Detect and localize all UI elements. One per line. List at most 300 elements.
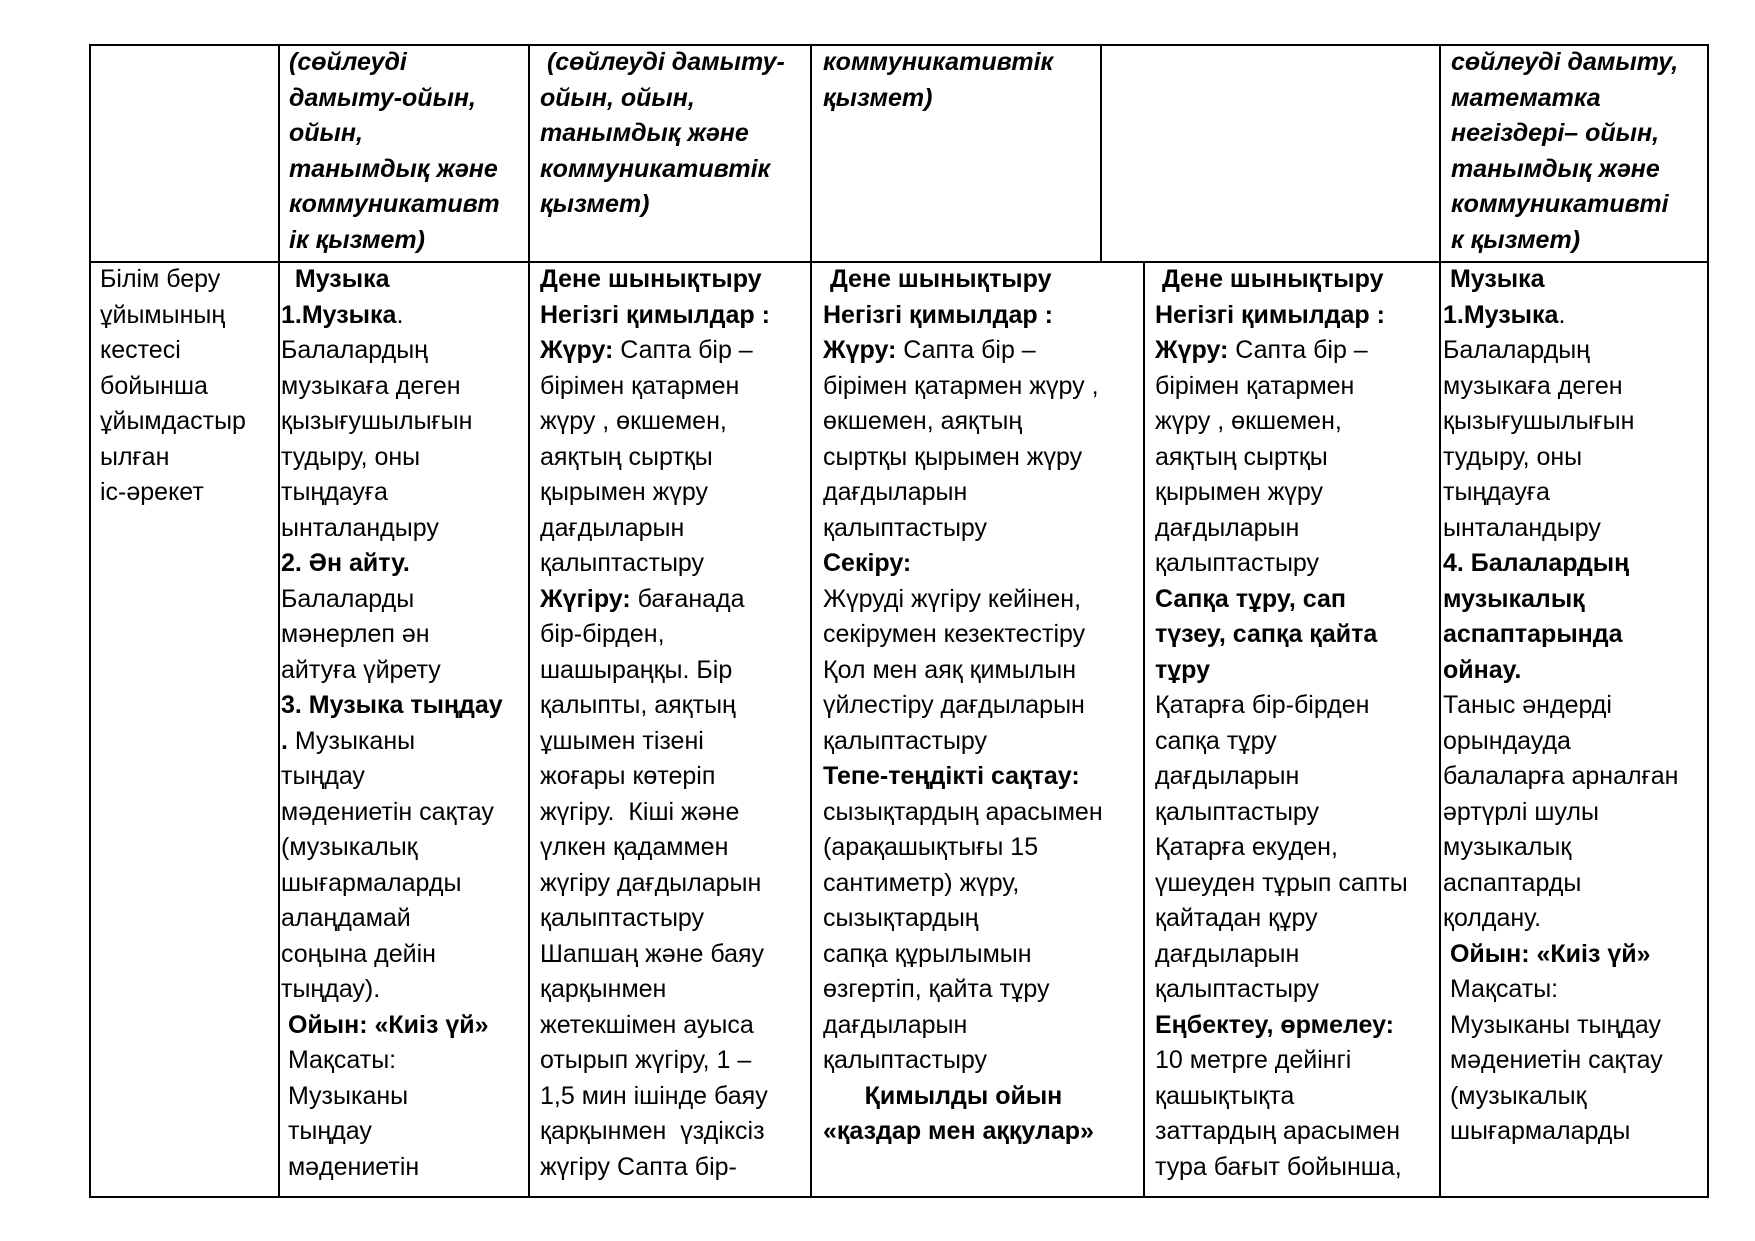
- cell-text-line: [540, 369, 808, 405]
- cell-text-line: [540, 1150, 808, 1186]
- cell-text: ұйымының: [100, 300, 226, 329]
- cell-text-line: [100, 475, 276, 511]
- cell-text: тыңдауға: [281, 478, 388, 506]
- cell-text: Дене шынықтыру: [540, 265, 762, 293]
- cell-text: тура бағыт бойынша,: [1155, 1152, 1402, 1181]
- cell-text: (сөйлеуді: [289, 48, 407, 76]
- cell-text-line: [540, 475, 808, 511]
- cell-text: тұру: [1155, 655, 1210, 684]
- cell-text-line: [281, 582, 526, 618]
- cell-text: секірумен кезектестіру: [823, 620, 1086, 648]
- cell-text-line: [289, 187, 526, 223]
- cell-text: қырымен жүру: [1155, 478, 1323, 506]
- cell-text: қалыптастыру: [540, 549, 705, 577]
- cell-text: аяқтың сыртқы: [1155, 442, 1328, 471]
- cell-text-line: [540, 759, 808, 795]
- cell-text: қалыпты, аяқтың: [540, 691, 736, 719]
- cell-text-line: [1155, 866, 1437, 902]
- cell-text-line: [823, 511, 1141, 547]
- cell-text-line: [100, 262, 276, 298]
- cell-text: бойынша: [100, 371, 208, 400]
- cell-text: отырып жүгіру, 1 –: [540, 1046, 752, 1074]
- cell-text: Балалардың: [281, 336, 428, 364]
- cell-text: ынталандыру: [281, 513, 439, 542]
- cell-text: Ойын: «Киіз үй»: [1443, 939, 1651, 968]
- cell-text: Шапшаң және баяу: [540, 939, 765, 968]
- cell-text: (музыкалық: [281, 833, 418, 861]
- cell-text-line: [540, 546, 808, 582]
- cell-text: 3. Музыка тыңдау: [281, 691, 503, 719]
- cell-text-line: [823, 1079, 1141, 1115]
- cell-text: Дене шынықтыру: [1155, 265, 1384, 293]
- cell-text: бағанада: [630, 584, 745, 613]
- table-border-left: [89, 44, 91, 1198]
- cell-text-line: [281, 333, 526, 369]
- cell-text-line: [281, 795, 526, 831]
- cell-text: Жүруді жүгіру кейінен,: [823, 584, 1082, 613]
- cell-text: тудыру, оны: [281, 442, 421, 471]
- cell-text-line: [281, 724, 526, 760]
- cell-text-line: [540, 866, 808, 902]
- cell-text-line: [1443, 1043, 1705, 1079]
- cell-text: тыңдау: [281, 762, 365, 790]
- cell-text: Мақсаты:: [281, 1046, 397, 1074]
- cell-text: мәдениетін: [281, 1152, 420, 1181]
- cell-text-line: [540, 262, 808, 298]
- cell-text: сантиметр) жүру,: [823, 868, 1020, 897]
- cell-text: Негізгі қимылдар :: [823, 300, 1053, 329]
- cell-text: қызығушылығын: [281, 407, 473, 435]
- cell-row2-col4: [823, 262, 1141, 1194]
- cell-text-line: [289, 45, 526, 81]
- cell-text-line: [1155, 546, 1437, 582]
- cell-text: жүгіру Сапта бір-: [540, 1152, 737, 1181]
- cell-row2-col5: [1155, 262, 1437, 1194]
- cell-text-line: [289, 152, 526, 188]
- cell-text-line: [823, 546, 1141, 582]
- cell-text: Жүру:: [823, 336, 897, 364]
- cell-text-line: [1155, 830, 1437, 866]
- cell-text-line: [540, 653, 808, 689]
- cell-text-line: [100, 298, 276, 334]
- cell-text-line: [540, 901, 808, 937]
- cell-text: жүгіру дағдыларын: [540, 868, 762, 897]
- cell-text-line: [540, 582, 808, 618]
- cell-text-line: [1155, 404, 1437, 440]
- cell-text: сызықтардың: [823, 904, 979, 932]
- cell-text-line: [100, 440, 276, 476]
- cell-text-line: [281, 1150, 526, 1186]
- cell-text: Қол мен аяқ қимылын: [823, 655, 1077, 684]
- cell-text: Сапта бір –: [613, 336, 753, 364]
- cell-text-line: [1443, 440, 1705, 476]
- cell-text-line: [540, 617, 808, 653]
- cell-text-line: [1451, 152, 1705, 188]
- cell-text: аспаптарды: [1443, 868, 1582, 897]
- cell-text-line: [100, 369, 276, 405]
- cell-text: түзеу, сапқа қайта: [1155, 620, 1378, 648]
- cell-text-line: [1443, 830, 1705, 866]
- cell-text-line: [1443, 937, 1705, 973]
- cell-text-line: [540, 81, 808, 117]
- cell-text: музыкалық: [1443, 584, 1585, 613]
- cell-text-line: [823, 369, 1141, 405]
- cell-text: мәдениетін сақтау: [281, 797, 494, 826]
- cell-text: танымдық және: [540, 119, 749, 147]
- cell-text: 2. Ән айту.: [281, 549, 410, 577]
- cell-text: коммуникативтік: [823, 48, 1054, 76]
- cell-text-line: [281, 1079, 526, 1115]
- cell-text: дағдыларын: [1155, 939, 1300, 968]
- cell-text-line: [1155, 1114, 1437, 1150]
- cell-text: тыңдау: [281, 1117, 372, 1145]
- cell-text: қырымен жүру: [540, 478, 708, 506]
- cell-text: бір-бірден,: [540, 620, 665, 648]
- cell-text-line: [1155, 795, 1437, 831]
- cell-text-line: [1451, 223, 1705, 259]
- cell-text-line: [823, 298, 1141, 334]
- cell-text-line: [281, 653, 526, 689]
- cell-text-line: [823, 333, 1141, 369]
- cell-text: сыртқы қырымен жүру: [823, 442, 1083, 471]
- cell-text: танымдық және: [289, 154, 498, 183]
- cell-text-line: [1443, 298, 1705, 334]
- cell-text: Сапта бір –: [1228, 336, 1368, 364]
- cell-text: алаңдамай: [281, 904, 411, 932]
- cell-text: (сөйлеуді дамыту-: [540, 48, 785, 76]
- cell-text-line: [1155, 901, 1437, 937]
- cell-text-line: [1155, 333, 1437, 369]
- cell-text: «қаздар мен аққулар»: [823, 1117, 1094, 1145]
- cell-text: үлкен қадаммен: [540, 833, 729, 861]
- cell-text: өкшемен, аяқтың: [823, 407, 1023, 435]
- table-border-bottom: [89, 1196, 1709, 1198]
- cell-text-line: [281, 475, 526, 511]
- cell-text-line: [289, 81, 526, 117]
- cell-text-line: [1451, 187, 1705, 223]
- cell-text: танымдық және: [1451, 154, 1660, 183]
- cell-text: ұйымдастыр: [100, 407, 246, 435]
- cell-text: аспаптарында: [1443, 620, 1623, 648]
- cell-text-line: [1155, 440, 1437, 476]
- cell-text-line: [1155, 298, 1437, 334]
- cell-text: Дене шынықтыру: [823, 265, 1052, 293]
- cell-text-line: [281, 298, 526, 334]
- cell-text-line: [1155, 475, 1437, 511]
- column-divider-4-top: [1100, 44, 1102, 262]
- cell-text-line: [823, 972, 1141, 1008]
- cell-text: өзгертіп, қайта тұру: [823, 975, 1050, 1003]
- cell-text-line: [540, 972, 808, 1008]
- cell-text-line: [1155, 262, 1437, 298]
- cell-text-line: [1155, 1008, 1437, 1044]
- cell-text-line: [1443, 653, 1705, 689]
- cell-text: 10 метрге дейінгі: [1155, 1046, 1352, 1074]
- cell-text: тудыру, оны: [1443, 442, 1583, 471]
- cell-row1-col3: [540, 45, 808, 260]
- cell-text: Секіру:: [823, 549, 912, 577]
- cell-text-line: [1443, 795, 1705, 831]
- cell-text: Негізгі қимылдар :: [540, 300, 770, 329]
- cell-text: дағдыларын: [1155, 762, 1300, 790]
- cell-text-line: [823, 440, 1141, 476]
- cell-row2-col3: [540, 262, 808, 1194]
- cell-text: қарқынмен: [540, 975, 667, 1003]
- cell-text: 1.Музыка: [281, 300, 397, 329]
- cell-text-line: [823, 866, 1141, 902]
- cell-text-line: [289, 223, 526, 259]
- cell-text-line: [540, 724, 808, 760]
- cell-text: Жүгіру:: [540, 584, 631, 613]
- cell-text: ік қызмет): [289, 225, 425, 254]
- cell-text: Қатарға бір-бірден: [1155, 691, 1370, 719]
- cell-row2-col6: [1443, 262, 1705, 1194]
- cell-text: Негізгі қимылдар :: [1155, 300, 1385, 329]
- cell-text-line: [281, 440, 526, 476]
- cell-text-line: [1443, 404, 1705, 440]
- cell-text: бірімен қатармен: [540, 371, 740, 400]
- cell-text-line: [1451, 81, 1705, 117]
- cell-text: дағдыларын: [823, 478, 968, 506]
- cell-text: жоғары көтеріп: [540, 762, 716, 790]
- cell-text-line: [281, 1114, 526, 1150]
- cell-text-line: [281, 972, 526, 1008]
- cell-text-line: [540, 333, 808, 369]
- cell-text: тыңдауға: [1443, 478, 1550, 506]
- cell-text-line: [281, 866, 526, 902]
- cell-text-line: [540, 116, 808, 152]
- cell-text-line: [1451, 45, 1705, 81]
- cell-text: қалыптастыру: [823, 513, 988, 542]
- cell-text: әртүрлі шулы: [1443, 797, 1599, 826]
- cell-text-line: [281, 369, 526, 405]
- column-divider-3: [810, 44, 812, 1198]
- cell-text: 1.Музыка: [1443, 300, 1559, 329]
- cell-text: үйлестіру дағдыларын: [823, 691, 1085, 719]
- cell-text-line: [823, 937, 1141, 973]
- cell-text: жүгіру. Кіші және: [540, 797, 740, 826]
- cell-text: Балаларды: [281, 584, 415, 613]
- cell-text: қалыптастыру: [1155, 975, 1320, 1003]
- cell-text: сызықтардың арасымен: [823, 797, 1103, 826]
- cell-text-line: [281, 404, 526, 440]
- cell-text-line: [281, 262, 526, 298]
- cell-text: ұшымен тізені: [540, 726, 704, 755]
- cell-row2-col2: [281, 262, 526, 1194]
- cell-text-line: [823, 404, 1141, 440]
- cell-text: шығармаларды: [281, 868, 462, 897]
- cell-text: жүру , өкшемен,: [1155, 407, 1342, 435]
- cell-text: мәнерлеп ән: [281, 620, 430, 648]
- cell-text: 1,5 мин ішінде баяу: [540, 1081, 768, 1110]
- cell-text-line: [281, 830, 526, 866]
- cell-text: (музыкалық: [1443, 1081, 1587, 1110]
- cell-text: үшеуден тұрып сапты: [1155, 868, 1408, 897]
- cell-text: шығармаларды: [1443, 1117, 1631, 1145]
- cell-text: Таныс әндерді: [1443, 691, 1612, 719]
- cell-text: айтуға үйрету: [281, 655, 441, 684]
- column-divider-5: [1439, 44, 1441, 1198]
- cell-text: Жүру:: [540, 336, 614, 364]
- cell-text: .: [281, 726, 295, 755]
- cell-text: Тепе-теңдікті сақтау:: [823, 762, 1080, 790]
- cell-text-line: [823, 830, 1141, 866]
- cell-text: шашыраңқы. Бір: [540, 655, 733, 684]
- cell-text-line: [100, 404, 276, 440]
- cell-text-line: [823, 262, 1141, 298]
- cell-text-line: [540, 795, 808, 831]
- cell-text: Музыканы: [294, 726, 416, 755]
- cell-text-line: [823, 653, 1141, 689]
- cell-text: балаларға арналған: [1443, 762, 1679, 790]
- cell-text: ойын,: [289, 119, 363, 147]
- cell-text: музыкаға деген: [1443, 371, 1623, 400]
- cell-text: сөйлеуді дамыту,: [1451, 48, 1679, 76]
- cell-text-line: [1443, 475, 1705, 511]
- cell-text-line: [1155, 1150, 1437, 1186]
- cell-text-line: [1443, 1114, 1705, 1150]
- cell-text: соңына дейін: [281, 939, 436, 968]
- cell-text-line: [1155, 511, 1437, 547]
- cell-text: мәдениетін сақтау: [1443, 1046, 1663, 1074]
- cell-text: орындауда: [1443, 726, 1571, 755]
- cell-text: математка: [1451, 83, 1601, 112]
- cell-text: ынталандыру: [1443, 513, 1601, 542]
- cell-text-line: [1443, 901, 1705, 937]
- cell-text: к қызмет): [1451, 225, 1581, 254]
- cell-text-line: [281, 1043, 526, 1079]
- cell-text: музыкаға деген: [281, 371, 461, 400]
- cell-text-line: [281, 901, 526, 937]
- cell-text: коммуникативті: [1451, 190, 1669, 218]
- cell-text: музыкалық: [1443, 833, 1572, 861]
- cell-text: (арақашықтығы 15: [823, 833, 1039, 861]
- column-divider-1: [278, 44, 280, 1198]
- cell-text-line: [540, 440, 808, 476]
- cell-text-line: [1155, 653, 1437, 689]
- cell-text-line: [1155, 1079, 1437, 1115]
- cell-text-line: [823, 1008, 1141, 1044]
- cell-text: іс-әрекет: [100, 478, 204, 506]
- cell-text: Қатарға екуден,: [1155, 833, 1338, 861]
- table-border-right: [1707, 44, 1709, 1198]
- cell-text-line: [823, 1043, 1141, 1079]
- column-divider-4-bottom: [1143, 261, 1145, 1198]
- cell-text: жетекшімен ауыса: [540, 1010, 754, 1039]
- cell-text: аяқтың сыртқы: [540, 442, 713, 471]
- cell-text: .: [396, 300, 404, 329]
- cell-text: заттардың арасымен: [1155, 1117, 1401, 1145]
- cell-text-line: [823, 688, 1141, 724]
- cell-text: коммуникативт: [289, 190, 500, 218]
- cell-text: Сапта бір –: [896, 336, 1036, 364]
- cell-text-line: [1443, 688, 1705, 724]
- cell-text-line: [823, 475, 1141, 511]
- cell-text: тыңдау).: [281, 975, 381, 1003]
- cell-text: қолдану.: [1443, 904, 1542, 932]
- cell-text-line: [1155, 617, 1437, 653]
- cell-row1-col5: [1110, 45, 1437, 260]
- cell-text: қалыптастыру: [1155, 797, 1320, 826]
- cell-text: ойын, ойын,: [540, 83, 695, 112]
- cell-text-line: [823, 759, 1141, 795]
- cell-text: Еңбектеу, өрмелеу:: [1155, 1010, 1395, 1039]
- cell-row1-col4: [823, 45, 1098, 260]
- cell-text-line: [1443, 582, 1705, 618]
- cell-text: дағдыларын: [1155, 513, 1300, 542]
- cell-text-line: [1155, 972, 1437, 1008]
- cell-text: қызығушылығын: [1443, 407, 1635, 435]
- cell-text-line: [1443, 369, 1705, 405]
- cell-text: жүру , өкшемен,: [540, 407, 727, 435]
- cell-text-line: [1451, 116, 1705, 152]
- cell-text-line: [540, 187, 808, 223]
- cell-text: Балалардың: [1443, 336, 1590, 364]
- cell-row1-col2: [289, 45, 526, 260]
- cell-text-line: [281, 937, 526, 973]
- cell-text: коммуникативтік: [540, 154, 771, 183]
- cell-text-line: [540, 830, 808, 866]
- cell-text: дағдыларын: [540, 513, 685, 542]
- cell-text: Ойын: «Киіз үй»: [281, 1010, 489, 1039]
- cell-text: қашықтықта: [1155, 1081, 1295, 1110]
- cell-text-line: [540, 404, 808, 440]
- cell-text-line: [1155, 369, 1437, 405]
- cell-text-line: [1155, 1043, 1437, 1079]
- cell-text-line: [823, 795, 1141, 831]
- cell-text: қайтадан құру: [1155, 904, 1318, 932]
- cell-text: Қимылды ойын: [823, 1081, 1063, 1110]
- cell-text: ойнау.: [1443, 655, 1522, 684]
- cell-text-line: [1443, 972, 1705, 1008]
- cell-text-line: [1155, 688, 1437, 724]
- cell-text: қарқынмен үздіксіз: [540, 1117, 765, 1145]
- cell-text: Музыка: [281, 265, 390, 293]
- cell-text: негіздері– ойын,: [1451, 119, 1660, 147]
- cell-text: қалыптастыру: [823, 1046, 988, 1074]
- cell-text-line: [540, 688, 808, 724]
- cell-text: 4. Балалардың: [1443, 549, 1630, 577]
- cell-text-line: [1443, 759, 1705, 795]
- cell-text-line: [823, 45, 1098, 81]
- cell-text: дағдыларын: [823, 1010, 968, 1039]
- cell-text: дамыту-ойын,: [289, 83, 476, 112]
- cell-text-line: [281, 511, 526, 547]
- cell-text-line: [1443, 1079, 1705, 1115]
- cell-text-line: [1155, 937, 1437, 973]
- cell-text: Жүру:: [1155, 336, 1229, 364]
- cell-text-line: [540, 152, 808, 188]
- cell-text-line: [823, 582, 1141, 618]
- cell-text-line: [1443, 333, 1705, 369]
- cell-text: қызмет): [540, 190, 650, 218]
- cell-text: қалыптастыру: [823, 726, 988, 755]
- cell-text: Білім беру: [100, 265, 221, 293]
- cell-row1-col1: [96, 45, 276, 260]
- cell-text: бірімен қатармен: [1155, 371, 1355, 400]
- cell-text-line: [540, 1114, 808, 1150]
- cell-text-line: [823, 1114, 1141, 1150]
- cell-text-line: [540, 937, 808, 973]
- cell-text: бірімен қатармен жүру ,: [823, 371, 1099, 400]
- cell-text-line: [1443, 1008, 1705, 1044]
- cell-text-line: [289, 116, 526, 152]
- cell-text-line: [540, 1008, 808, 1044]
- cell-row2-col1: [100, 262, 276, 1194]
- cell-text-line: [1155, 582, 1437, 618]
- cell-text: Сапқа тұру, сап: [1155, 584, 1346, 613]
- cell-text-line: [823, 724, 1141, 760]
